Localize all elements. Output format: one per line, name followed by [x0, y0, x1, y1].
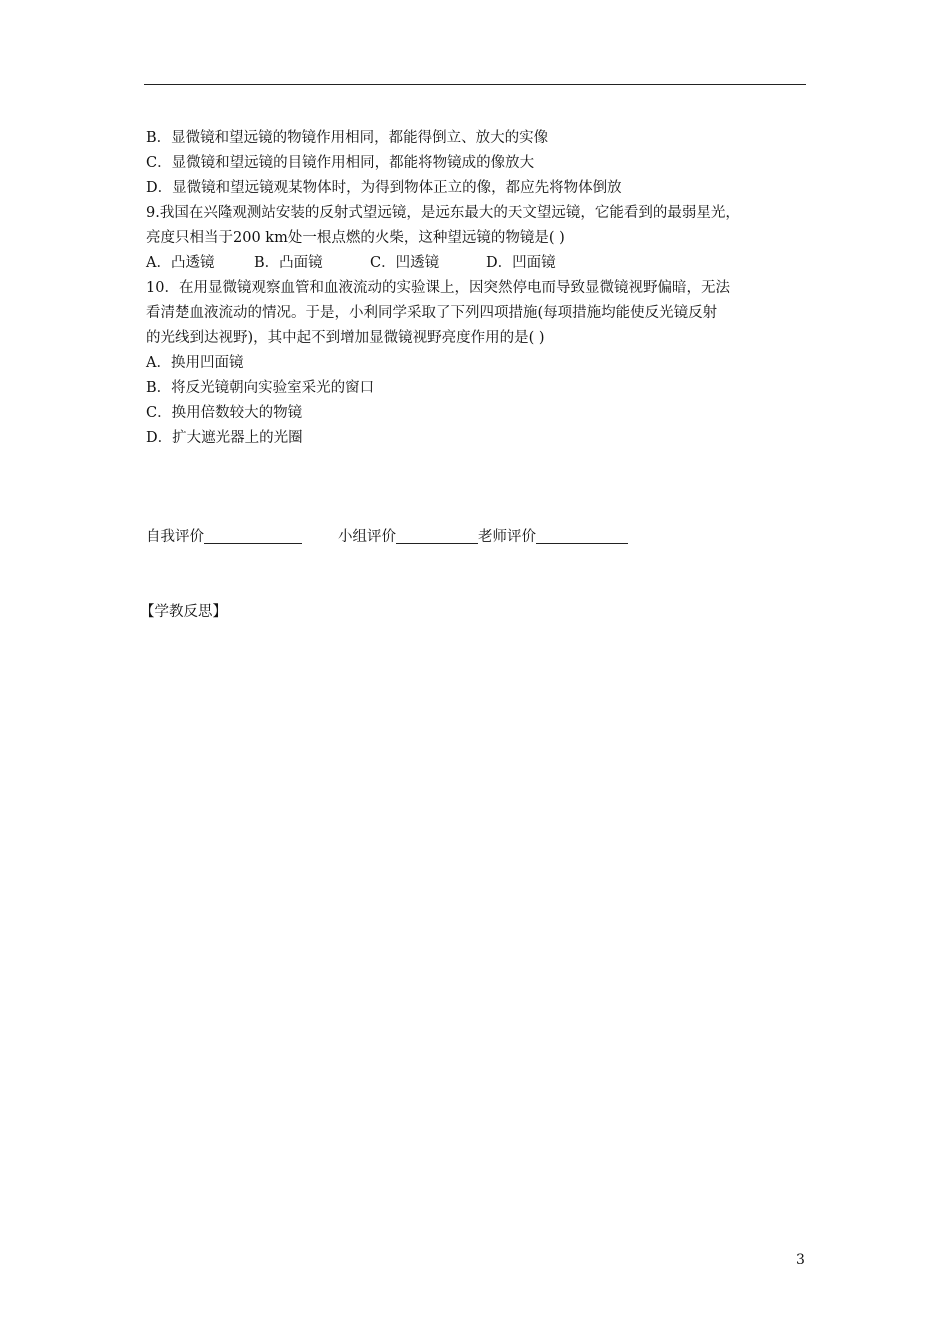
- teacher-evaluation-blank[interactable]: [536, 527, 628, 544]
- q9-option-a: A．凸透镜: [146, 255, 215, 271]
- group-evaluation-blank[interactable]: [396, 527, 478, 544]
- header-rule: [144, 84, 806, 85]
- q9-option-c: C．凹透镜: [370, 255, 440, 271]
- q8-option-c: C．显微镜和望远镜的目镜作用相同，都能将物镜成的像放大: [146, 155, 535, 171]
- page-number: 3: [796, 1252, 805, 1268]
- q10-option-c: C．换用倍数较大的物镜: [146, 405, 303, 421]
- teacher-evaluation-label: 老师评价: [478, 529, 536, 545]
- self-evaluation-label: 自我评价: [146, 529, 204, 545]
- q8-option-b: B．显微镜和望远镜的物镜作用相同，都能得倒立、放大的实像: [146, 130, 549, 146]
- q9-option-d: D．凹面镜: [486, 255, 556, 271]
- q10-stem-line-2: 看清楚血液流动的情况。于是，小利同学采取了下列四项措施(每项措施均能使反光镜反射: [146, 305, 718, 321]
- q9-stem-line-2: 亮度只相当于200 km处一根点燃的火柴，这种望远镜的物镜是( ): [146, 230, 565, 246]
- q9-stem-line-1: 9.我国在兴隆观测站安装的反射式望远镜，是远东最大的天文望远镜，它能看到的最弱星光，: [146, 205, 740, 221]
- evaluation-row: [146, 527, 628, 547]
- q9-option-b: B．凸面镜: [254, 255, 323, 271]
- q10-stem-line-3: 的光线到达视野)，其中起不到增加显微镜视野亮度作用的是( ): [146, 330, 545, 346]
- q10-stem-line-1: 10．在用显微镜观察血管和血液流动的实验课上，因突然停电而导致显微镜视野偏暗，无法: [146, 280, 730, 296]
- q9-options: [146, 253, 556, 273]
- q10-option-b: B．将反光镜朝向实验室采光的窗口: [146, 380, 375, 396]
- self-evaluation-blank[interactable]: [204, 527, 302, 544]
- reflection-heading: 【学教反思】: [140, 604, 227, 620]
- q10-option-d: D．扩大遮光器上的光圈: [146, 430, 303, 446]
- group-evaluation-label: 小组评价: [338, 529, 396, 545]
- q8-option-d: D．显微镜和望远镜观某物体时，为得到物体正立的像，都应先将物体倒放: [146, 180, 622, 196]
- q10-option-a: A．换用凹面镜: [146, 355, 244, 371]
